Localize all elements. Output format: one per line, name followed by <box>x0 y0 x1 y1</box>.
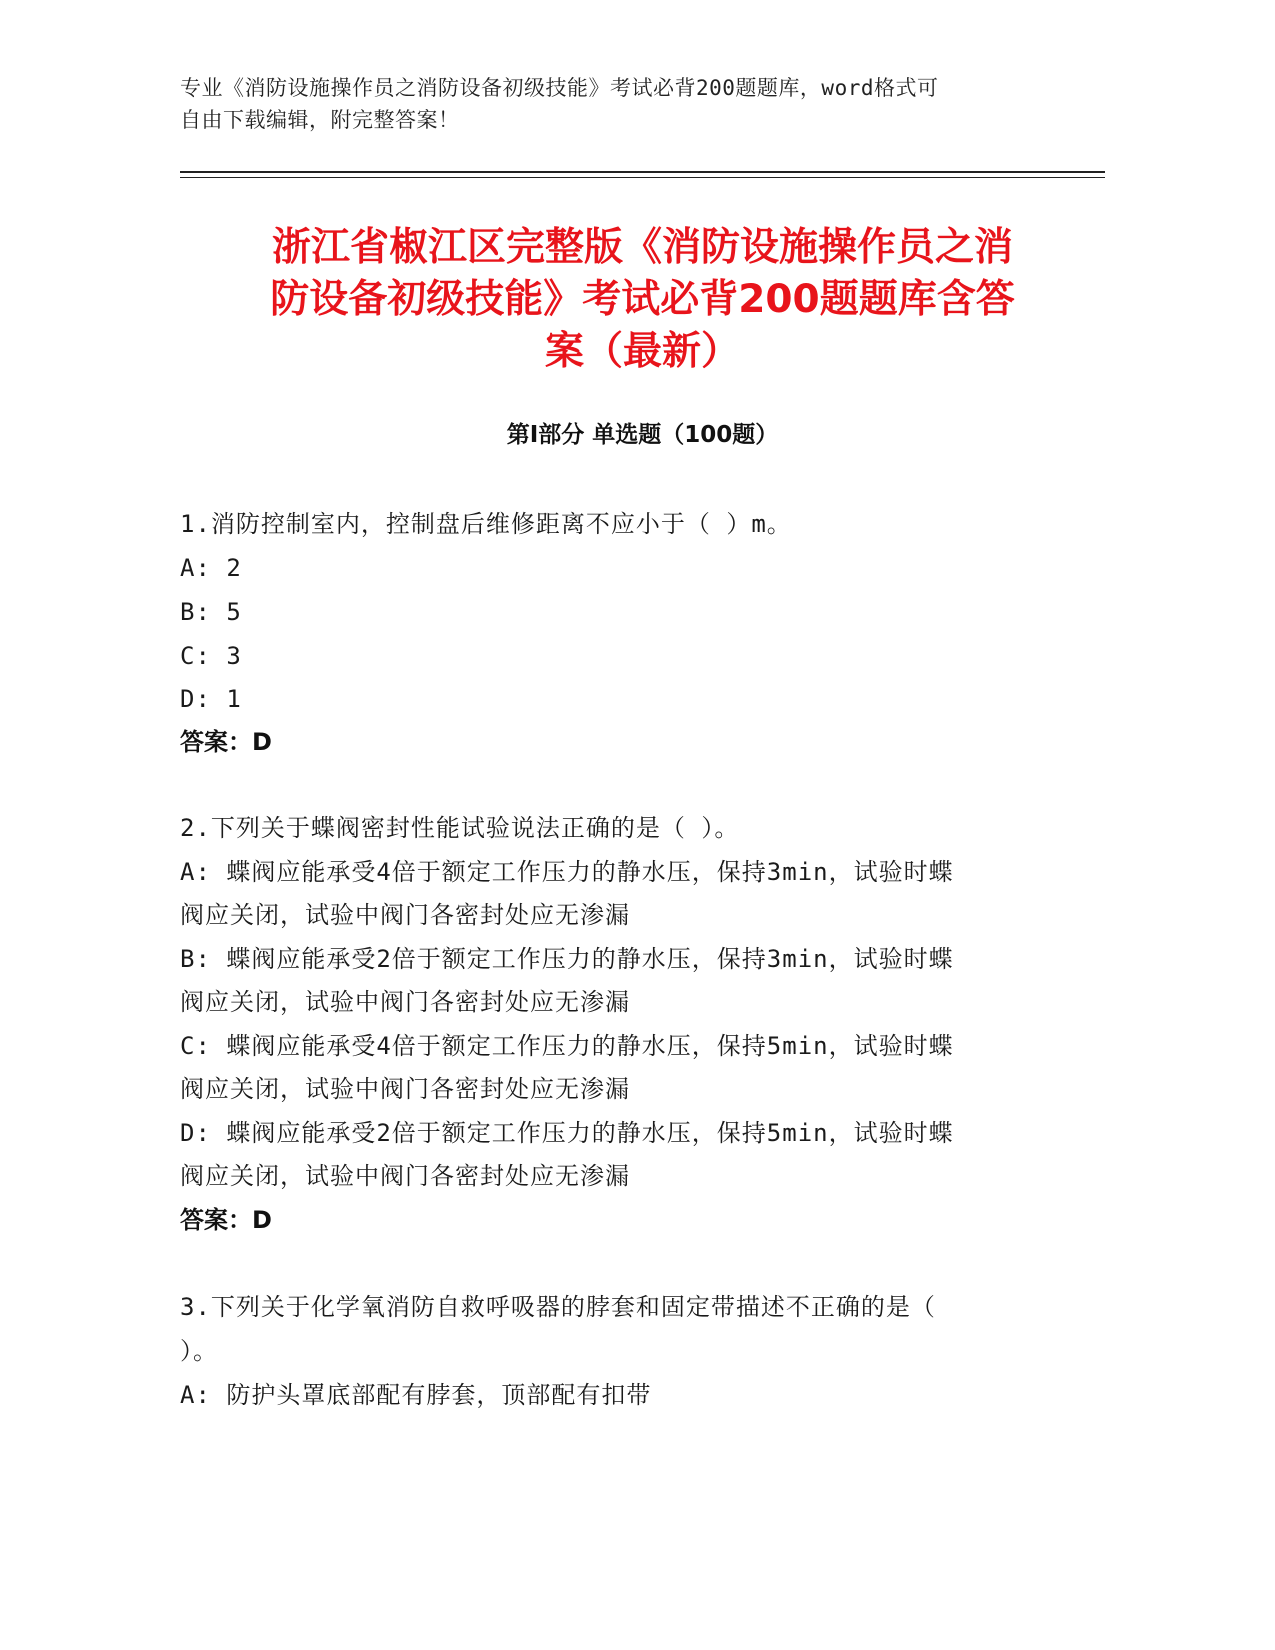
question-2-option-a-line-1: A: 蝶阀应能承受4倍于额定工作压力的静水压，保持3min，试验时蝶 <box>180 858 954 886</box>
question-2-answer: 答案：D <box>180 1206 272 1234</box>
question-2-option-d-line-1: D: 蝶阀应能承受2倍于额定工作压力的静水压，保持5min，试验时蝶 <box>180 1119 954 1147</box>
question-1-answer: 答案：D <box>180 728 272 756</box>
question-2-option-b-line-1: B: 蝶阀应能承受2倍于额定工作压力的静水压，保持3min，试验时蝶 <box>180 945 954 973</box>
question-2-option-b-line-2: 阀应关闭，试验中阀门各密封处应无渗漏 <box>180 988 630 1016</box>
question-1-option-a: A: 2 <box>180 554 242 582</box>
question-2-option-c-line-2: 阀应关闭，试验中阀门各密封处应无渗漏 <box>180 1075 630 1103</box>
document-title-line-2: 防设备初级技能》考试必背200题题库含答 <box>270 277 1015 322</box>
header-divider-thin <box>180 177 1105 178</box>
header-note-line-1: 专业《消防设施操作员之消防设备初级技能》考试必背200题题库，word格式可 <box>180 76 939 100</box>
question-1-option-d: D: 1 <box>180 685 242 713</box>
header-divider-thick <box>180 171 1105 173</box>
question-2-option-d-line-2: 阀应关闭，试验中阀门各密封处应无渗漏 <box>180 1162 630 1190</box>
question-3-option-a: A: 防护头罩底部配有脖套，顶部配有扣带 <box>180 1381 652 1409</box>
document-title <box>180 222 1105 378</box>
question-1-option-c: C: 3 <box>180 642 242 670</box>
question-1-stem: 1.消防控制室内，控制盘后维修距离不应小于（ ）m。 <box>180 510 792 538</box>
question-1-option-b: B: 5 <box>180 598 242 626</box>
question-2-stem: 2.下列关于蝶阀密封性能试验说法正确的是（ ）。 <box>180 814 740 842</box>
section-heading: 第Ⅰ部分 单选题（100题） <box>506 422 779 448</box>
document-title-line-1: 浙江省椒江区完整版《消防设施操作员之消 <box>271 225 1013 270</box>
header-note <box>180 72 1040 136</box>
question-3-stem-line-1: 3.下列关于化学氧消防自救呼吸器的脖套和固定带描述不正确的是（ <box>180 1293 936 1321</box>
document-title-line-3: 案（最新） <box>544 329 740 374</box>
question-2-option-c-line-1: C: 蝶阀应能承受4倍于额定工作压力的静水压，保持5min，试验时蝶 <box>180 1032 954 1060</box>
header-note-line-2: 自由下载编辑，附完整答案！ <box>180 108 460 132</box>
question-2-option-a-line-2: 阀应关闭，试验中阀门各密封处应无渗漏 <box>180 901 630 929</box>
question-3-stem-line-2: ）。 <box>180 1337 218 1365</box>
